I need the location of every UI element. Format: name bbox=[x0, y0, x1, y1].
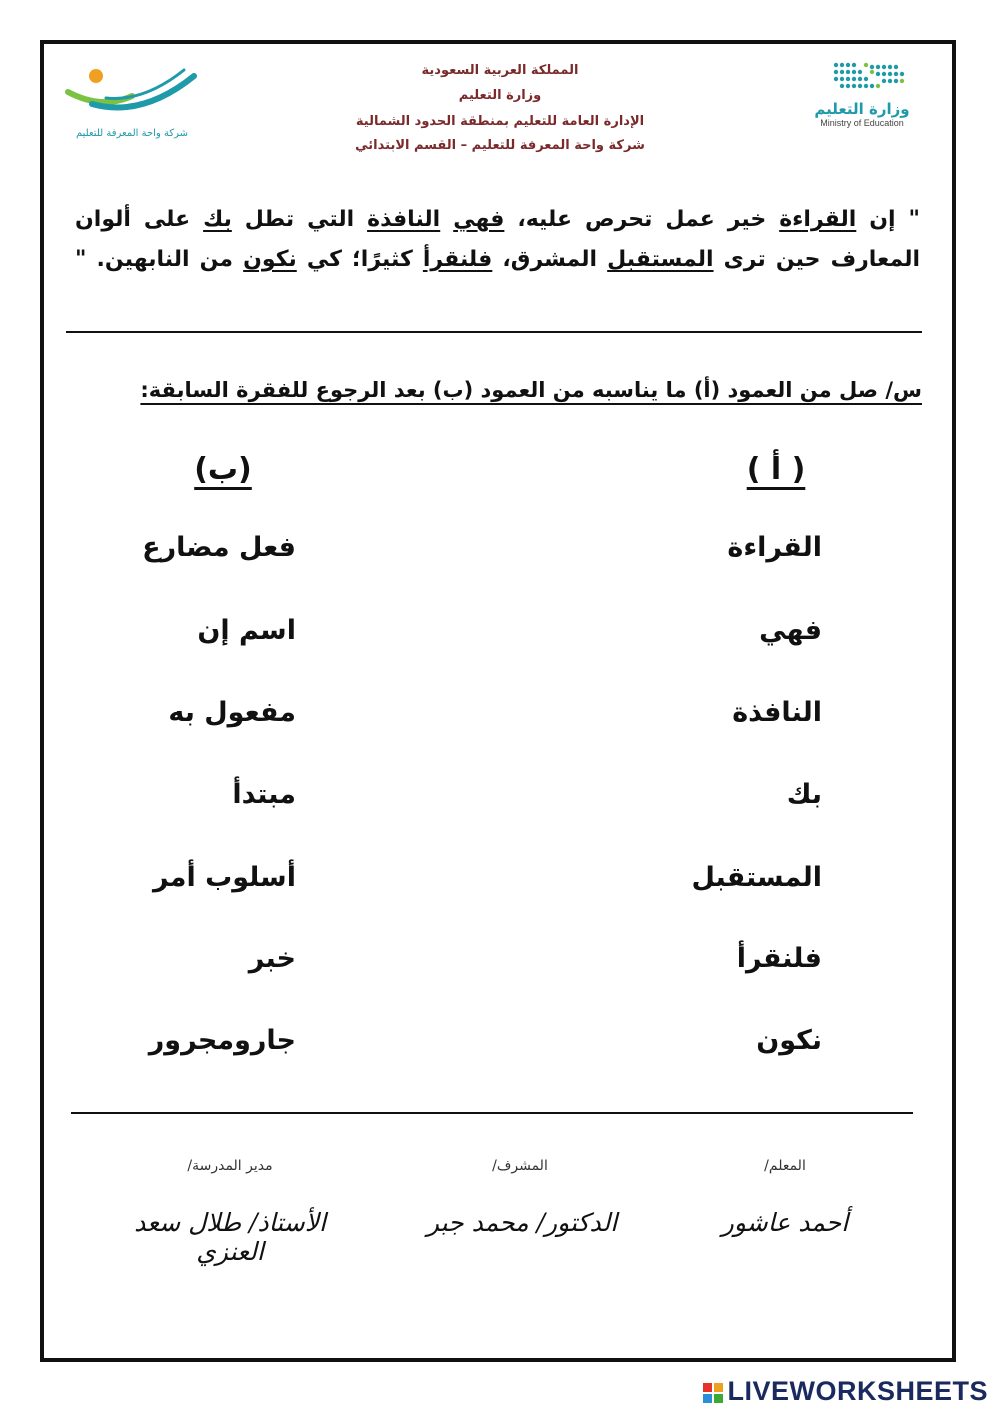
underlined-word: فلنقرأ bbox=[422, 247, 493, 272]
column-b-item[interactable]: مفعول به bbox=[168, 697, 296, 728]
company-logo-text: شركة واحة المعرفة للتعليم bbox=[76, 128, 188, 139]
column-b-item[interactable]: مبتدأ bbox=[232, 779, 296, 810]
divider-top bbox=[66, 331, 922, 333]
column-a-item[interactable]: بك bbox=[786, 779, 822, 810]
paragraph-text: المشرق، bbox=[492, 247, 608, 272]
reading-paragraph bbox=[75, 200, 920, 280]
column-b-item[interactable]: أسلوب أمر bbox=[152, 862, 296, 893]
underlined-word: نكون bbox=[243, 247, 297, 272]
column-b-item[interactable]: اسم إن bbox=[197, 615, 296, 646]
column-b-item[interactable]: فعل مضارع bbox=[142, 532, 296, 563]
paragraph-text: التي تطل bbox=[231, 207, 368, 232]
column-a-item[interactable]: فهي bbox=[759, 615, 822, 646]
column-a-header: ( أ ) bbox=[746, 452, 806, 487]
liveworksheets-text: LIVEWORKSHEETS bbox=[727, 1376, 988, 1406]
principal-label: مدير المدرسة/ bbox=[187, 1158, 273, 1174]
paragraph-text: كثيرًا؛ كي bbox=[296, 247, 423, 272]
column-b-item[interactable]: خبر bbox=[248, 943, 296, 974]
column-b-header: (ب) bbox=[194, 452, 252, 487]
column-a-item[interactable]: نكون bbox=[756, 1025, 822, 1056]
underlined-word: فهي bbox=[453, 207, 505, 232]
liveworksheets-brand bbox=[703, 1376, 988, 1407]
column-a-item[interactable]: القراءة bbox=[727, 532, 822, 563]
divider-bottom bbox=[71, 1112, 913, 1114]
paragraph-text: خير عمل تحرص عليه، bbox=[504, 207, 780, 232]
paragraph-text: المعارف حين ترى bbox=[713, 247, 921, 272]
underlined-word: النافذة bbox=[367, 207, 441, 232]
header-line: وزارة التعليم bbox=[458, 88, 542, 103]
ministry-logo bbox=[812, 60, 922, 145]
teacher-signature: أحمد عاشور bbox=[721, 1208, 849, 1237]
principal-signature: الأستاذ/ طلال سعد العنزي bbox=[134, 1208, 326, 1266]
underlined-word: القراءة bbox=[779, 207, 857, 232]
underlined-word: بك bbox=[203, 207, 232, 232]
column-a-item[interactable]: النافذة bbox=[732, 697, 822, 728]
column-b-item[interactable]: جارومجرور bbox=[148, 1025, 296, 1056]
header-line: الإدارة العامة للتعليم بمنطقة الحدود الشمالية bbox=[355, 114, 645, 129]
supervisor-signature: الدكتور/ محمد جبر bbox=[426, 1208, 618, 1237]
paragraph-line-2 bbox=[75, 240, 920, 280]
ministry-logo-text: وزارة التعليم bbox=[814, 100, 910, 118]
column-a-item[interactable]: فلنقرأ bbox=[736, 943, 822, 974]
column-a-item[interactable]: المستقبل bbox=[691, 862, 822, 893]
paragraph-line-1 bbox=[75, 200, 920, 240]
paragraph-text: من النابهين. " bbox=[75, 247, 244, 272]
paragraph-text: " إن bbox=[856, 207, 920, 232]
company-logo bbox=[62, 62, 202, 147]
supervisor-label: المشرف/ bbox=[492, 1158, 548, 1174]
ministry-logo-subtext: Ministry of Education bbox=[820, 118, 904, 128]
teacher-label: المعلم/ bbox=[764, 1158, 806, 1174]
paragraph-text: على ألوان bbox=[75, 207, 204, 232]
ministry-logo-icon bbox=[812, 60, 912, 94]
paragraph-text bbox=[440, 207, 453, 232]
question-text: س/ صل من العمود (أ) ما يناسبه من العمود (ب) بعد الرجوع للفقرة السابقة: bbox=[140, 378, 922, 402]
underlined-word: المستقبل bbox=[607, 247, 714, 272]
company-logo-icon bbox=[62, 62, 202, 122]
header-line: المملكة العربية السعودية bbox=[421, 63, 579, 78]
liveworksheets-logo-icon bbox=[703, 1383, 723, 1403]
header-line: شركة واحة المعرفة للتعليم – القسم الابتدائي bbox=[355, 138, 645, 153]
header-block bbox=[330, 63, 670, 163]
